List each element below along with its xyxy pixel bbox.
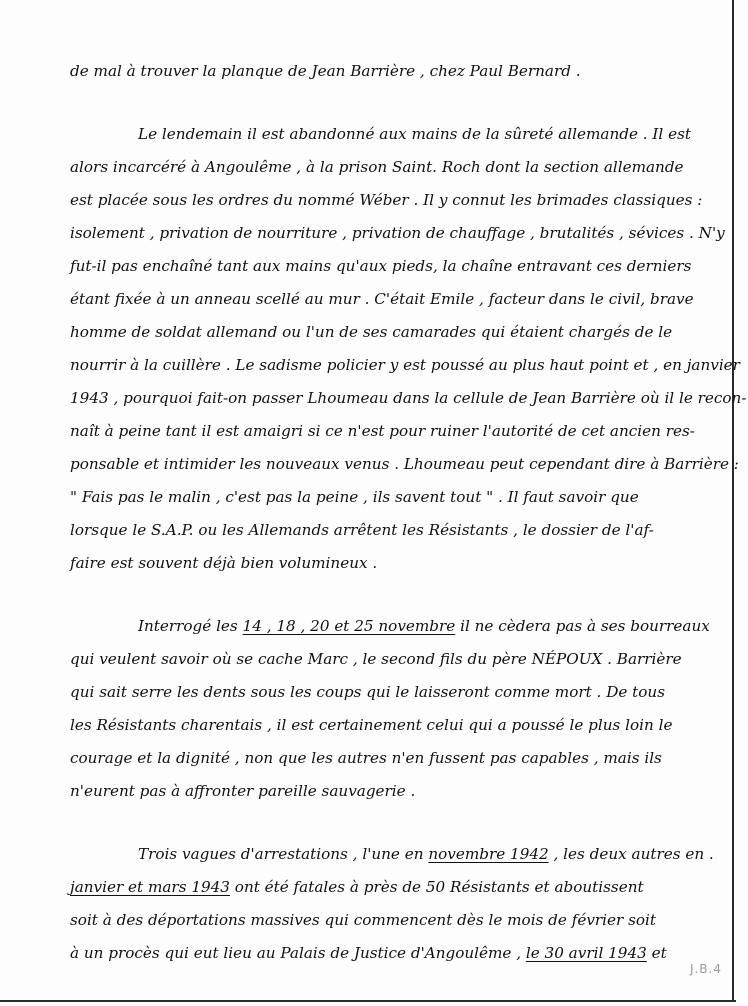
text-line xyxy=(70,184,710,217)
text-segment: n'eurent pas à affronter pareille sauvagerie . xyxy=(70,782,416,800)
text-segment: faire est souvent déjà bien volumineux . xyxy=(70,554,378,572)
text-line xyxy=(70,55,710,88)
text-line xyxy=(70,349,740,382)
text-segment: soit à des déportations massives qui commencent dès le mois de février soit xyxy=(70,911,656,929)
text-line xyxy=(70,481,710,514)
page-number-mark: J.B.4 xyxy=(689,962,722,976)
text-segment: il ne cèdera pas à ses bourreaux xyxy=(455,617,710,635)
text-line xyxy=(70,610,710,643)
text-line xyxy=(70,316,710,349)
text-line xyxy=(70,151,710,184)
text-segment: " Fais pas le malin , c'est pas la peine , ils savent tout " . Il faut savoir que xyxy=(70,488,639,506)
text-segment: de mal à trouver la planque de Jean Barrière , chez Paul Bernard . xyxy=(70,62,581,80)
text-segment: Le lendemain il est abandonné aux mains de la sûreté allemande . Il est xyxy=(138,125,691,143)
text-segment: et xyxy=(646,944,667,962)
underlined-text: novembre 1942 xyxy=(428,845,549,863)
underlined-text: janvier et mars 1943 xyxy=(70,878,230,896)
text-segment: est placée sous les ordres du nommé Wéber . Il y connut les brimades classiques : xyxy=(70,191,703,209)
text-line xyxy=(70,742,710,775)
text-segment: Trois vagues d'arrestations , l'une en xyxy=(138,845,429,863)
text-line xyxy=(70,709,710,742)
text-line xyxy=(70,838,714,871)
text-segment: 1943 , pourquoi fait-on passer Lhoumeau dans la cellule de Jean Barrière où il le recon- xyxy=(70,389,747,407)
paragraph-gap xyxy=(70,580,710,610)
text-segment: nourrir à la cuillère . Le sadisme policier y est poussé au plus haut point et , en janvier xyxy=(70,356,740,374)
paragraph-gap xyxy=(70,808,710,838)
text-line xyxy=(70,415,710,448)
text-line xyxy=(70,250,710,283)
text-segment: qui veulent savoir où se cache Marc , le second fils du père NÉPOUX . Barrière xyxy=(70,650,682,668)
text-line xyxy=(70,118,710,151)
text-segment: ont été fatales à près de 50 Résistants et aboutissent xyxy=(229,878,644,896)
text-line xyxy=(70,775,710,808)
underlined-text: 14 , 18 , 20 et 25 novembre xyxy=(242,617,456,635)
text-line xyxy=(70,514,710,547)
text-line xyxy=(70,643,710,676)
text-line xyxy=(70,448,739,481)
text-segment: , les deux autres en . xyxy=(548,845,714,863)
text-line xyxy=(70,871,710,904)
text-line xyxy=(70,676,710,709)
text-segment: homme de soldat allemand ou l'un de ses camarades qui étaient chargés de le xyxy=(70,323,673,341)
text-segment: Interrogé les xyxy=(138,617,243,635)
paragraph-gap xyxy=(70,88,710,118)
text-segment: naît à peine tant il est amaigri si ce n'est pour ruiner l'autorité de cet ancien res- xyxy=(70,422,695,440)
text-segment: les Résistants charentais , il est certainement celui qui a poussé le plus loin le xyxy=(70,716,673,734)
scan-border-bottom xyxy=(0,1000,736,1002)
text-line xyxy=(70,217,725,250)
text-segment: fut-il pas enchaîné tant aux mains qu'aux pieds, la chaîne entravant ces derniers xyxy=(70,257,692,275)
text-segment: courage et la dignité , non que les autres n'en fussent pas capables , mais ils xyxy=(70,749,662,767)
text-line xyxy=(70,547,710,580)
text-segment: lorsque le S.A.P. ou les Allemands arrêtent les Résistants , le dossier de l'af- xyxy=(70,521,654,539)
text-segment: ponsable et intimider les nouveaux venus . Lhoumeau peut cependant dire à Barrière : xyxy=(70,455,739,473)
paragraph xyxy=(70,118,747,580)
text-line xyxy=(70,382,747,415)
scan-border-right xyxy=(732,0,734,1000)
paragraph xyxy=(70,838,714,970)
text-segment: à un procès qui eut lieu au Palais de Justice d'Angoulême , xyxy=(70,944,526,962)
underlined-text: le 30 avril 1943 xyxy=(525,944,647,962)
text-line xyxy=(70,283,710,316)
text-line xyxy=(70,937,710,970)
text-line xyxy=(70,904,710,937)
text-segment: alors incarcéré à Angoulême , à la prison Saint. Roch dont la section allemande xyxy=(70,158,684,176)
text-segment: étant fixée à un anneau scellé au mur . C'était Emile , facteur dans le civil, brave xyxy=(70,290,694,308)
text-segment: isolement , privation de nourriture , privation de chauffage , brutalités , sévices . N'y xyxy=(70,224,725,242)
paragraph xyxy=(70,610,710,808)
text-segment: qui sait serre les dents sous les coups qui le laisseront comme mort . De tous xyxy=(70,683,666,701)
paragraph xyxy=(70,55,710,88)
